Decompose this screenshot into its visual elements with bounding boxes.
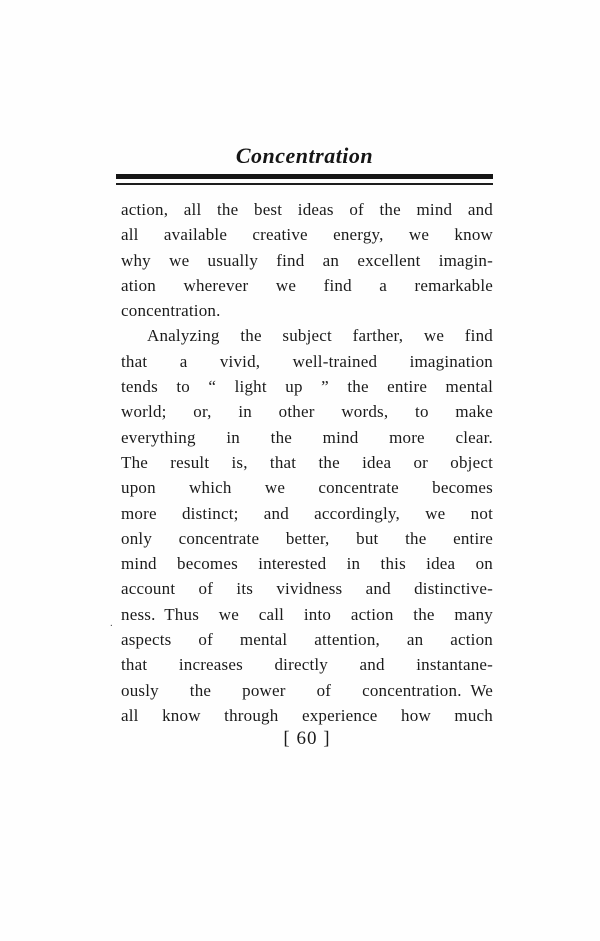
running-head-title: Concentration <box>235 143 374 168</box>
text-line: why we usually find an excellent imagin- <box>121 250 493 270</box>
text-line: aspects of mental attention, an action <box>121 630 493 650</box>
text-line: more distinct; and accordingly, we not <box>121 503 493 523</box>
text-line: tends to “ light up ” the entire mental <box>121 377 493 397</box>
text-line: all know through experience how much <box>121 705 493 725</box>
text-line: all available creative energy, we know <box>121 225 493 245</box>
text-block <box>110 197 493 728</box>
text-line: upon which we concentrate becomes <box>121 478 493 498</box>
text-line: concentration. <box>121 301 221 321</box>
text-line: ation wherever we find a remarkable <box>121 275 493 295</box>
text-line: that a vivid, well-trained imagination <box>121 351 493 371</box>
text-line: The result is, that the idea or object <box>121 452 493 472</box>
text-line: only concentrate better, but the entire <box>121 528 493 548</box>
text-line: . ness. Thus we call into action the many <box>121 602 493 627</box>
text-line: ously the power of concentration. We <box>121 680 493 700</box>
text-line: everything in the mind more clear. <box>121 427 493 447</box>
text-line: world; or, in other words, to make <box>121 402 493 422</box>
text-line: account of its vividness and distinctive- <box>121 579 493 599</box>
text-line: action, all the best ideas of the mind and <box>121 200 493 219</box>
print-artifact-mark: . <box>110 616 113 629</box>
text-line: mind becomes interested in this idea on <box>121 554 493 574</box>
header-double-rule <box>116 174 493 185</box>
page-number: [ 60 ] <box>283 728 331 749</box>
text-line: Analyzing the subject farther, we find <box>147 326 493 346</box>
text-line: that increases directly and instantane- <box>121 655 493 675</box>
